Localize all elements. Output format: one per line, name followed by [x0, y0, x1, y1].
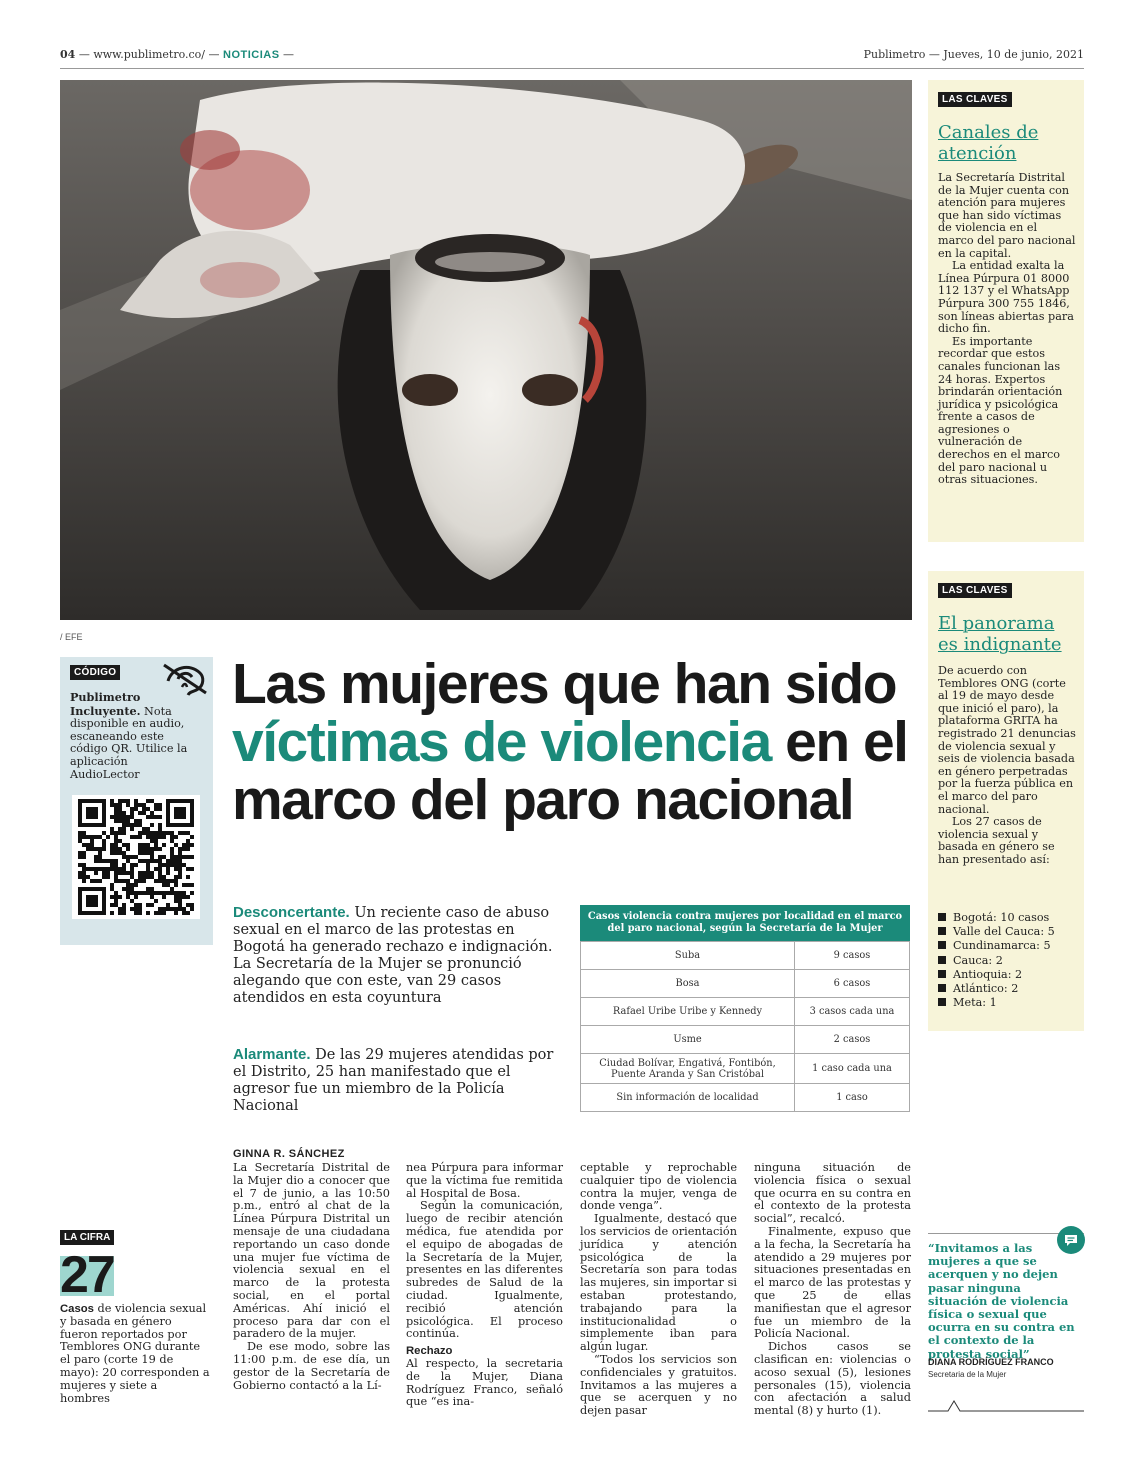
- headline-highlight: víctimas de violencia: [232, 710, 771, 774]
- table-row: [581, 998, 910, 1026]
- lead-paragraph-1: [233, 904, 558, 1007]
- pull-quote: “Invitamos a las mujeres a que se acerquen y no dejen pasar ninguna situación de violencia física o sexual que ocurra en su contra en el contexto de la protesta social”: [928, 1241, 1075, 1361]
- table-title: Casos violencia contra mujeres por localidad en el marco del paro nacional, según la Secretaría de la Mujer: [580, 905, 910, 941]
- claves-paragraph: De acuerdo con Temblores ONG (corte al 19 de mayo desde que inició el paro), la plataforma GRITA ha registrado 21 denuncias de violencia sexual y seis de violencia basada en género perpetradas por la fuerza pública en el marco del paro nacional.: [938, 664, 1076, 816]
- lead-paragraph-2: [233, 1046, 558, 1115]
- lead-photo: [60, 80, 912, 620]
- list-item: Bogotá: 10 casos: [938, 911, 1078, 925]
- claves-body: [938, 665, 1076, 867]
- body-paragraph: Dichos casos se clasifican en: violencias o acoso sexual (5), lesiones personales (15), violencia con afectación a salud mental (8) y hurto (1).: [754, 1340, 911, 1418]
- claves-box-panorama: [928, 571, 1084, 1031]
- table-row: [581, 970, 910, 998]
- body-paragraph: “Todos los servicios son confidenciales y gratuitos. Invitamos a las mujeres a que se acerquen y no dejen pasar: [580, 1352, 737, 1418]
- body-paragraph: ceptable y reprochable cualquier tipo de violencia contra la mujer, venga de donde venga”.: [580, 1161, 737, 1213]
- table-cell-locality: Suba: [581, 942, 795, 970]
- quote-author: DIANA RODRÍGUEZ FRANCO: [928, 1357, 1054, 1367]
- byline: GINNA R. SÁNCHEZ: [233, 1148, 345, 1160]
- lead-text: De las 29 mujeres atendidas por el Distrito, 25 han manifestado que el agresor fue un miembro de la Policía Nacional: [233, 1047, 554, 1114]
- lead-kicker: Alarmante.: [233, 1046, 311, 1063]
- body-paragraph: La Secretaría Distrital de la Mujer dio a conocer que el 7 de junio, a las 10:50 p.m., entró al chat de la Línea Púrpura Distrital un mensaje de una ciudadana reportando un caso donde una mujer fue víctima de violencia sexual en el marco de la protesta social, en el portal Américas. Ahí inició el proceso para dar con el paradero de la mujer.: [233, 1161, 390, 1341]
- body-column-2: [406, 1162, 563, 1409]
- table-cell-locality: Rafael Uribe Uribe y Kennedy: [581, 998, 795, 1026]
- cases-table: [580, 905, 910, 1112]
- lead-kicker: Desconcertante.: [233, 904, 350, 921]
- cases-table-grid: [580, 941, 910, 1112]
- claves-tag: LAS CLAVES: [938, 583, 1012, 598]
- table-cell-count: 3 casos cada una: [795, 998, 910, 1026]
- cifra-desc: de violencia sexual y basada en género fueron reportados por Temblores ONG durante el paro (corte 19 de mayo): 20 corresponden a mujeres y siete a hombres: [60, 1302, 210, 1405]
- codigo-box: [60, 657, 213, 945]
- cifra-number: 27: [60, 1246, 114, 1304]
- table-cell-locality: Bosa: [581, 970, 795, 998]
- body-column-1: [233, 1162, 390, 1392]
- body-paragraph: Igualmente, destacó que los servicios de orientación jurídica y atención psicológica de la Secretaría son para todas las mujeres, sin importar si estaban protestando, trabajando para la institucionalidad o simplemente iban para algún lugar.: [580, 1212, 737, 1354]
- claves-paragraph: La Secretaría Distrital de la Mujer cuenta con atención para mujeres que han sido víctimas de violencia en el marco del paro nacional en la capital.: [938, 171, 1076, 260]
- claves-paragraph: Los 27 casos de violencia sexual y basada en género se han presentado así:: [938, 815, 1055, 866]
- body-paragraph: Según la comunicación, luego de recibir atención médica, fue atendida por el equipo de abogadas de la Secretaría de la Mujer, presentes en las diferentes subredes de Salud de la ciudad. Igualmente, recibió atención psicológica. El proceso continúa.: [406, 1199, 563, 1341]
- headline-part1: Las mujeres que han sido: [232, 652, 897, 716]
- codigo-tag: CÓDIGO: [70, 665, 120, 680]
- table-cell-locality: Ciudad Bolívar, Engativá, Fontibón, Puente Aranda y San Cristóbal: [581, 1054, 795, 1084]
- masked-woman-image: [60, 80, 912, 620]
- body-paragraph: ninguna situación de violencia física o sexual que ocurra en su contra en el contexto de la protesta social”, recalcó.: [754, 1161, 911, 1226]
- claves-body: [938, 172, 1076, 487]
- table-cell-count: 2 casos: [795, 1026, 910, 1054]
- quote-role: Secretaria de la Mujer: [928, 1370, 1007, 1379]
- claves-title: Canales de atención: [938, 122, 1039, 164]
- photo-credit: / EFE: [60, 632, 83, 642]
- table-cell-count: 1 caso: [795, 1084, 910, 1112]
- header-left: 04 — www.publimetro.co/ — NOTICIAS —: [60, 48, 295, 61]
- qr-code-icon: [72, 795, 200, 919]
- header-rule: [60, 68, 1084, 69]
- table-cell-locality: Sin información de localidad: [581, 1084, 795, 1112]
- page-number: 04: [60, 48, 76, 61]
- list-item: Meta: 1: [938, 996, 1078, 1010]
- list-item: Atlántico: 2: [938, 982, 1078, 996]
- table-row: [581, 1054, 910, 1084]
- subheading: Rechazo: [406, 1345, 453, 1358]
- table-row: [581, 942, 910, 970]
- claves-tag: LAS CLAVES: [938, 92, 1012, 107]
- codigo-bold: Publimetro Incluyente.: [70, 690, 141, 718]
- cifra-bold: Casos: [60, 1303, 94, 1315]
- body-column-3: [580, 1162, 737, 1418]
- codigo-text: [70, 691, 200, 781]
- section-name: NOTICIAS: [223, 49, 280, 61]
- table-row: [581, 1026, 910, 1054]
- list-item: Cundinamarca: 5: [938, 939, 1078, 953]
- cifra-text: [60, 1303, 210, 1405]
- site-url: www.publimetro.co/: [93, 48, 205, 61]
- body-paragraph: De ese modo, sobre las 11:00 p.m. de ese día, un gestor de la Secretaría de Gobierno contactó a la Lí-: [233, 1340, 390, 1392]
- table-cell-count: 9 casos: [795, 942, 910, 970]
- page-header: [60, 46, 1084, 66]
- body-column-4: [754, 1162, 911, 1418]
- claves-box-canales: [928, 80, 1084, 542]
- list-item: Cauca: 2: [938, 954, 1078, 968]
- list-item: Antioquia: 2: [938, 968, 1078, 982]
- regional-case-list: [938, 911, 1078, 1010]
- headline: [232, 652, 912, 832]
- quote-foot-line: [928, 1393, 1084, 1413]
- body-paragraph: Al respecto, la secretaria de la Mujer, Diana Rodríguez Franco, señaló que “es ina-: [406, 1356, 563, 1409]
- table-row: [581, 1084, 910, 1112]
- claves-title: El panorama es indignante: [938, 613, 1062, 655]
- cifra-tag: LA CIFRA: [60, 1230, 114, 1245]
- lead-text: Un reciente caso de abuso sexual en el marco de las protestas en Bogotá ha generado rechazo e indignación. La Secretaría de la Mujer se pronunció alegando que con este, van 29 casos atendidos en esta coyuntura: [233, 905, 553, 1006]
- qr-code[interactable]: [72, 795, 200, 919]
- codigo-desc: Nota disponible en audio, escaneando este código QR. Utilice la aplicación AudioLector: [70, 704, 188, 781]
- claves-paragraph: La entidad exalta la Línea Púrpura 01 8000 112 137 y el WhatsApp Púrpura 300 755 1846, son líneas abiertas para dicho fin.: [938, 259, 1074, 336]
- cifra-tag-wrap: [60, 1225, 114, 1244]
- paper-date: Publimetro — Jueves, 10 de junio, 2021: [863, 48, 1084, 61]
- claves-paragraph: Es importante recordar que estos canales funcionan las 24 horas. Expertos brindarán orientación jurídica y psicológica frente a casos de agresiones o vulneración de derechos en el marco del paro nacional u otras situaciones.: [938, 334, 1063, 487]
- body-paragraph: Finalmente, expuso que a la fecha, la Secretaría ha atendido a 29 mujeres por situaciones presentadas en el marco de las protestas y que 25 de ellas manifiestan que el agresor fue un miembro de la Policía Nacional.: [754, 1224, 911, 1341]
- headline-part2: en el marco del paro nacional: [232, 710, 908, 832]
- body-paragraph: nea Púrpura para informar que la víctima fue remitida al Hospital de Bosa.: [406, 1161, 563, 1200]
- list-item: Valle del Cauca: 5: [938, 925, 1078, 939]
- table-cell-locality: Usme: [581, 1026, 795, 1054]
- table-cell-count: 1 caso cada una: [795, 1054, 910, 1084]
- table-cell-count: 6 casos: [795, 970, 910, 998]
